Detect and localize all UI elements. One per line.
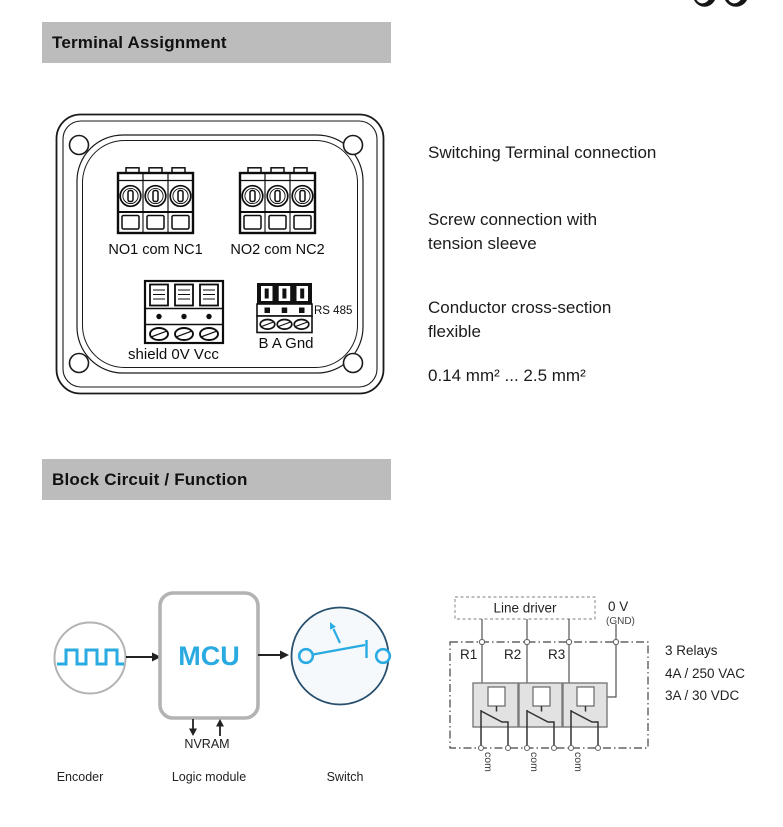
- note-conductor-cross-section: [428, 296, 611, 344]
- nvram-connection: [184, 719, 229, 751]
- relay-terminal-block-1: [118, 168, 193, 233]
- mounting-hole-icon: [70, 354, 89, 373]
- spec-ac-rating: 4A / 250 VAC: [665, 666, 746, 681]
- arrow-down-icon: [189, 729, 197, 737]
- mcu-box: [160, 593, 258, 718]
- note-screw-connection: [428, 208, 597, 256]
- section-title: Terminal Assignment: [52, 32, 227, 52]
- com-label: com: [528, 752, 540, 772]
- relay-name-r3: R3: [548, 647, 566, 662]
- spec-dc-rating: 3A / 30 VDC: [665, 688, 740, 703]
- relay-name-r2: R2: [504, 647, 522, 662]
- relay-terminal-block-2: [240, 168, 315, 233]
- block-circuit-diagram: [0, 580, 783, 827]
- arrow-mcu-to-switch: [258, 651, 289, 660]
- arrow-head-icon: [280, 651, 289, 660]
- mounting-hole-icon: [344, 136, 363, 155]
- note-line: Screw connection with: [428, 210, 598, 229]
- spec-relay-count: 3 Relays: [665, 643, 718, 658]
- relay-coil: [533, 687, 550, 706]
- caption-logic-module: Logic module: [171, 770, 247, 784]
- relay-units: [473, 683, 607, 751]
- note-switching-terminal: [428, 141, 656, 165]
- terminal-assignment-diagram: [55, 113, 385, 395]
- zero-v-label: 0 V: [608, 599, 629, 614]
- encoder-symbol: [55, 623, 126, 694]
- switch-symbol: [292, 608, 390, 705]
- note-line: 0.14 mm² ... 2.5 mm²: [428, 366, 586, 385]
- mounting-hole-icon: [70, 136, 89, 155]
- gnd-label: (GND): [606, 616, 635, 627]
- com-labels: [482, 752, 584, 772]
- nvram-label: NVRAM: [184, 737, 230, 751]
- label-relay2-terminals: NO2 com NC2: [230, 242, 325, 258]
- device-plate-outline: [57, 115, 384, 394]
- line-driver-label: Line driver: [493, 600, 557, 616]
- section-header-block-circuit: [42, 459, 391, 500]
- mounting-hole-icon: [344, 354, 363, 373]
- label-rs485-pins: B A Gnd: [258, 335, 314, 352]
- arrow-up-icon: [216, 719, 224, 727]
- note-line: Conductor cross-section: [428, 298, 612, 317]
- label-relay1-terminals: NO1 com NC1: [108, 242, 203, 258]
- relay-name-r1: R1: [460, 647, 478, 662]
- relay-names: [460, 647, 565, 662]
- note-line: tension sleeve: [428, 234, 537, 253]
- note-wire-range: [428, 364, 586, 388]
- power-terminal-block: [145, 281, 223, 343]
- relay-specs: [665, 643, 745, 703]
- label-rs485: RS 485: [314, 305, 353, 317]
- logo-marks-icon: [692, 0, 762, 14]
- note-line: Switching Terminal connection: [428, 143, 657, 162]
- relay-schematic: [450, 597, 745, 772]
- block-captions: [57, 770, 364, 784]
- note-line: flexible: [428, 322, 481, 341]
- section-title: Block Circuit / Function: [52, 469, 248, 489]
- relay-coil: [488, 687, 505, 706]
- rs485-terminal-block: [257, 283, 312, 333]
- com-label: com: [572, 752, 584, 772]
- caption-encoder: Encoder: [56, 770, 104, 784]
- com-label: com: [482, 752, 494, 772]
- caption-switch: Switch: [326, 770, 364, 784]
- arrow-encoder-to-mcu: [126, 653, 161, 662]
- section-header-terminal-assignment: [42, 22, 391, 63]
- relay-coil: [577, 687, 594, 706]
- label-power-terminals: shield 0V Vcc: [128, 346, 219, 363]
- mcu-label: MCU: [178, 641, 240, 671]
